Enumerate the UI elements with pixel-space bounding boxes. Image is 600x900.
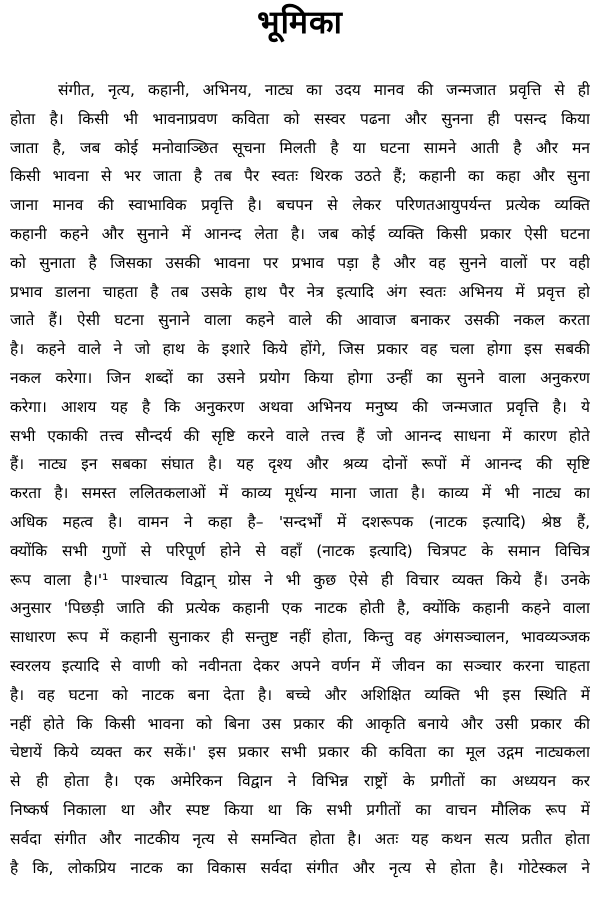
text-line: किसी भावना से भर जाता है तब पैर स्वतः थिरक उठते हैं; कहानी का कहा और सुना <box>10 167 590 186</box>
text-line: नहीं होते कि किसी भावना को बिना उस प्रकार की आकृति बनाये और उसी प्रकार की <box>10 714 590 733</box>
text-line: संगीत, नृत्य, कहानी, अभिनय, नाट्य का उदय मानव की जन्मजात प्रवृत्ति से ही <box>58 81 590 99</box>
text-line: साधारण रूप में कहानी सुनाकर ही सन्तुष्ट नहीं होता, किन्तु वह अंगसञ्चालन, भावव्यञ्जक <box>10 628 590 647</box>
text-line: स्वरलय इत्यादि से वाणी को नवीनता देकर अपने वर्णन में जीवन का सञ्चार करना चाहता <box>10 656 590 675</box>
text-line: हैं। नाट्य इन सबका संघात है। यह दृश्य और श्रव्य दोनों रूपों में आनन्द की सृष्टि <box>10 455 590 474</box>
text-line: अनुसार 'पिछड़ी जाति की प्रत्येक कहानी एक नाटक होती है, क्योंकि कहानी कहने वाला <box>10 599 590 618</box>
text-line: सर्वदा संगीत और नाटकीय नृत्य से समन्वित होता है। अतः यह कथन सत्य प्रतीत होता <box>10 829 590 848</box>
text-line: चेष्टायें किये व्यक्त कर सकें।' इस प्रकार सभी प्रकार की कविता का मूल उद्गम नाट्यकला <box>10 743 590 762</box>
text-line: है। वह घटना को नाटक बना देता है। बच्चे और अशिक्षित व्यक्ति भी इस स्थिति में <box>10 685 590 704</box>
text-line: अधिक महत्व है। वामन ने कहा है– 'सन्दर्भों में दशरूपक (नाटक इत्यादि) श्रेष्ठ हैं, <box>10 512 590 531</box>
text-line: होता है। किसी भी भावनाप्रवण कविता को सस्वर पढना और सुनना ही पसन्द किया <box>10 109 590 128</box>
text-line: को सुनाता है जिसका उसकी भावना पर प्रभाव पड़ा है और वह सुनने वालों पर वही <box>10 253 590 272</box>
text-line: जाते हैं। ऐसी घटना सुनाने वाला कहने वाले की आवाज बनाकर उसकी नकल करता <box>10 311 590 330</box>
body-paragraph <box>10 76 590 882</box>
text-line: रूप वाला है।'¹ पाश्चात्य विद्वान् ग्रोस ने भी कुछ ऐसे ही विचार व्यक्त किये हैं। उनके <box>10 570 590 589</box>
text-line: सभी एकाकी तत्त्व सौन्दर्य की सृष्टि करने वाले तत्त्व हैं जो आनन्द साधना में कारण होते <box>10 426 590 445</box>
text-line: कहानी कहने और सुनाने में आनन्द लेता है। जब कोई व्यक्ति किसी प्रकार ऐसी घटना <box>10 224 590 243</box>
text-line: जाना मानव की स्वाभाविक प्रवृत्ति है। बचपन से लेकर परिणतआयुपर्यन्त प्रत्येक व्यक्ति <box>10 196 590 215</box>
text-line: है। कहने वाले ने जो हाथ के इशारे किये होंगे, जिस प्रकार वह चला होगा इस सबकी <box>10 340 590 359</box>
text-line: प्रभाव डालना चाहता है तब उसके हाथ पैर नेत्र इत्यादि अंग स्वतः अभिनय में प्रवृत्त हो <box>10 282 590 301</box>
text-line: जाता है, जब कोई मनोवाञ्छित सूचना मिलती है या घटना सामने आती है और मन <box>10 138 590 157</box>
text-line: निष्कर्ष निकाला था और स्पष्ट किया था कि सभी प्रगीतों का वाचन मौलिक रूप में <box>10 800 590 819</box>
text-line: नकल करेगा। जिन शब्दों का उसने प्रयोग किया होगा उन्हीं का सुनने वाला अनुकरण <box>10 368 590 387</box>
text-line: क्योंकि सभी गुणों से परिपूर्ण होने से वहाँ (नाटक इत्यादि) चित्रपट के समान विचित्र <box>10 541 590 560</box>
page-title: भूमिका <box>257 3 343 41</box>
text-line: करता है। समस्त ललितकलाओं में काव्य मूर्धन्य माना जाता है। काव्य में भी नाट्य का <box>10 484 590 503</box>
text-line: से ही होता है। एक अमेरिकन विद्वान ने विभिन्न राष्ट्रों के प्रगीतों का अध्ययन कर <box>10 772 590 791</box>
text-line: है कि, लोकप्रिय नाटक का विकास सर्वदा संगीत और नृत्य से होता है। गोटेस्कल ने <box>10 858 590 877</box>
text-line: करेगा। आशय यह है कि अनुकरण अथवा अभिनय मनुष्य की जन्मजात प्रवृत्ति है। ये <box>10 397 590 416</box>
